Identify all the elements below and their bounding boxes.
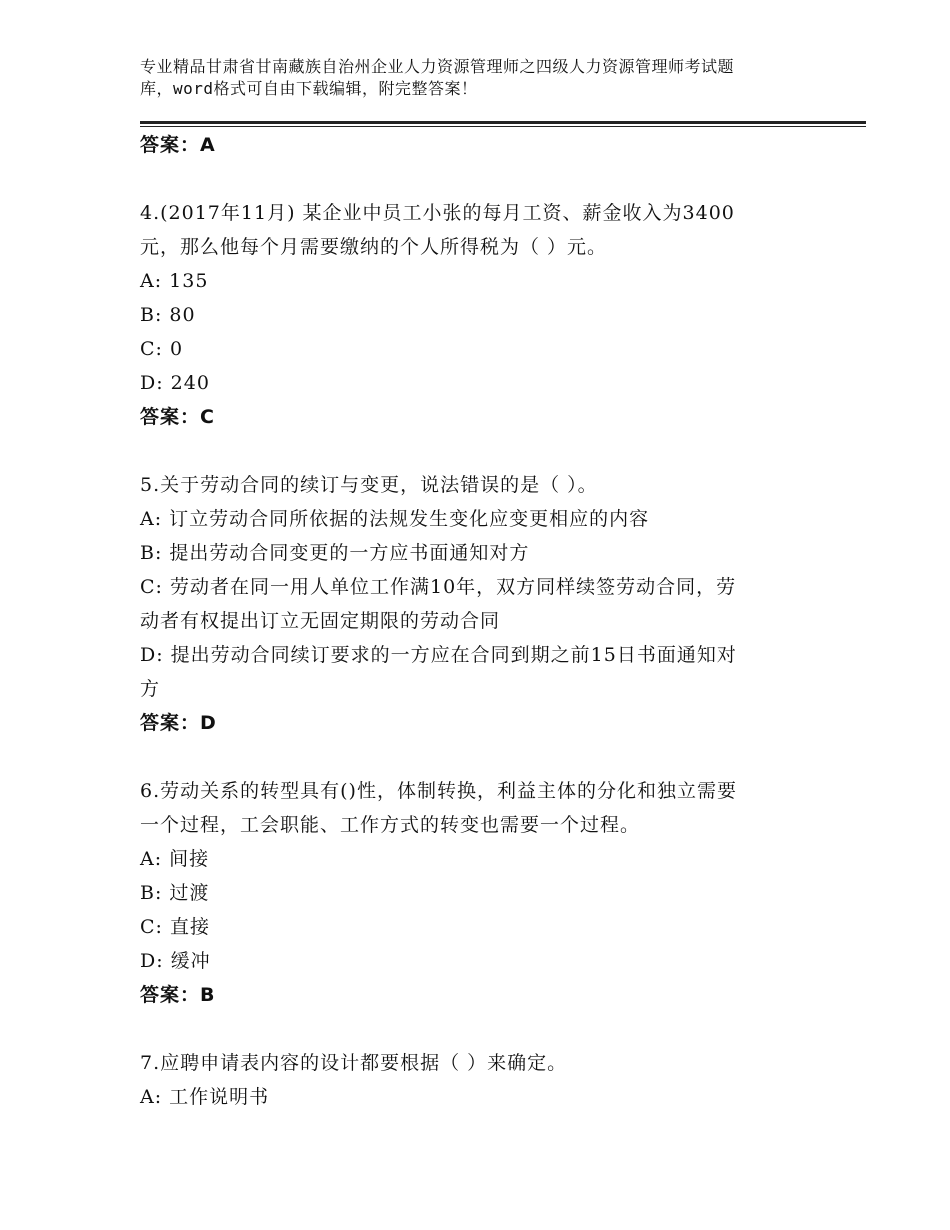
option-c-continued: 动者有权提出订立无固定期限的劳动合同 [140, 610, 501, 632]
header-line-1: 专业精品甘肃省甘南藏族自治州企业人力资源管理师之四级人力资源管理师考试题 [140, 57, 735, 76]
question-content [140, 128, 840, 1114]
header-rule-thick [140, 121, 866, 124]
option-d: D: 缓冲 [140, 950, 211, 972]
header-rule-thin [140, 126, 866, 127]
spacer [140, 162, 840, 196]
question-stem: 5.关于劳动合同的续订与变更，说法错误的是（ ）。 [140, 474, 598, 496]
option-d: D: 提出劳动合同续订要求的一方应在合同到期之前15日书面通知对 [140, 644, 737, 666]
option-d: D: 240 [140, 372, 210, 394]
option-a: A: 间接 [140, 848, 210, 870]
option-b: B: 提出劳动合同变更的一方应书面通知对方 [140, 542, 530, 564]
option-a: A: 订立劳动合同所依据的法规发生变化应变更相应的内容 [140, 508, 650, 530]
question-stem: 6.劳动关系的转型具有()性，体制转换，利益主体的分化和独立需要 [140, 780, 737, 802]
previous-answer: 答案：A [140, 134, 216, 156]
spacer [140, 434, 840, 468]
option-c: C: 劳动者在同一用人单位工作满10年，双方同样续签劳动合同，劳 [140, 576, 737, 598]
question-stem: 4.(2017年11月) 某企业中员工小张的每月工资、薪金收入为3400 [140, 202, 735, 224]
answer: 答案：C [140, 406, 215, 428]
question-stem: 一个过程，工会职能、工作方式的转变也需要一个过程。 [140, 814, 641, 836]
question-stem: 元，那么他每个月需要缴纳的个人所得税为（ ）元。 [140, 236, 608, 258]
spacer [140, 1012, 840, 1046]
spacer [140, 740, 840, 774]
answer: 答案：B [140, 984, 216, 1006]
option-a: A: 135 [140, 270, 209, 292]
question-5 [140, 468, 840, 740]
question-4 [140, 196, 840, 434]
option-a: A: 工作说明书 [140, 1086, 270, 1108]
option-b: B: 过渡 [140, 882, 210, 904]
question-6 [140, 774, 840, 1012]
header-line-2: 库，word格式可自由下载编辑，附完整答案！ [140, 79, 478, 98]
document-header [140, 56, 830, 100]
option-c: C: 0 [140, 338, 184, 360]
option-d-continued: 方 [140, 678, 161, 700]
question-7 [140, 1046, 840, 1114]
option-c: C: 直接 [140, 916, 210, 938]
option-b: B: 80 [140, 304, 196, 326]
answer: 答案：D [140, 712, 217, 734]
question-stem: 7.应聘申请表内容的设计都要根据（ ）来确定。 [140, 1052, 568, 1074]
